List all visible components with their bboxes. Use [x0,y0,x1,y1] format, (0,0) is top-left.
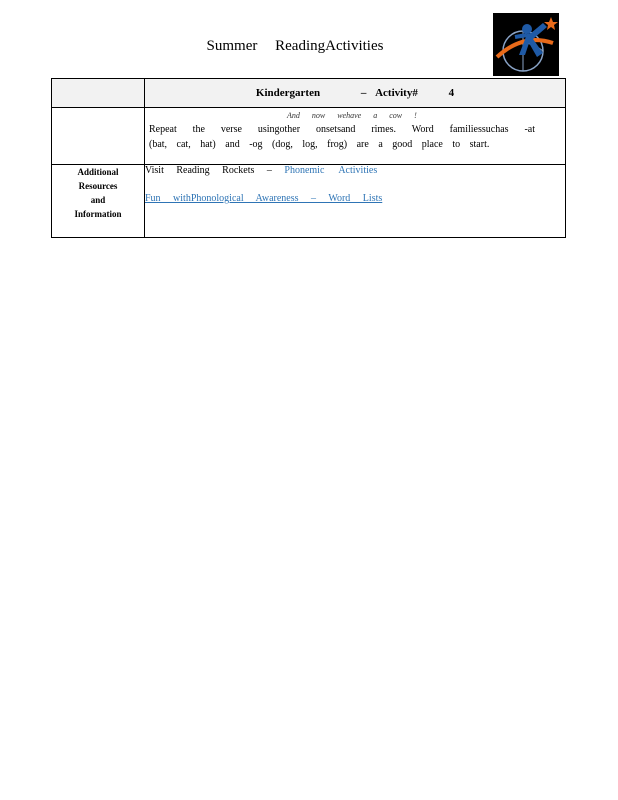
resources-label-line: Resources [78,181,118,191]
resources-label-line: and [90,195,106,205]
table-row [52,108,566,165]
activity-table [51,78,566,238]
phonological-awareness-link[interactable]: Fun withPhonological Awareness – Word Lists [145,193,383,204]
reading-program-logo-icon [493,13,559,76]
activity-number: 4 [448,87,455,99]
description-line-1: Repeat the verse usingother onsetsand rimes. Word familiessuchas -at [149,124,535,135]
header-empty-cell [52,79,145,108]
verse-text: And now wehave a cow ! [287,111,417,120]
reading-rockets-prefix: Visit Reading Rockets – [145,165,272,176]
page-title: Summer ReadingActivities [206,38,384,54]
grade-label: Kindergarten [255,87,321,99]
heading-dash: – [360,87,367,99]
activity-heading [145,79,566,108]
resources-label-line: Information [74,209,122,219]
reading-rockets-line [145,165,565,176]
table-row [52,165,566,238]
row-label-empty-cell [52,108,145,165]
description-line-2: (bat, cat, hat) and -og (dog, log, frog) are a good place to start. [149,139,490,150]
resources-cell [145,165,566,238]
resources-label-line: Additional [77,167,119,177]
activity-description-cell [145,108,566,165]
phonemic-activities-link[interactable]: Phonemic Activities [284,165,378,176]
table-header-row [52,79,566,108]
activity-label: Activity# [375,87,418,99]
resources-label [52,165,145,238]
